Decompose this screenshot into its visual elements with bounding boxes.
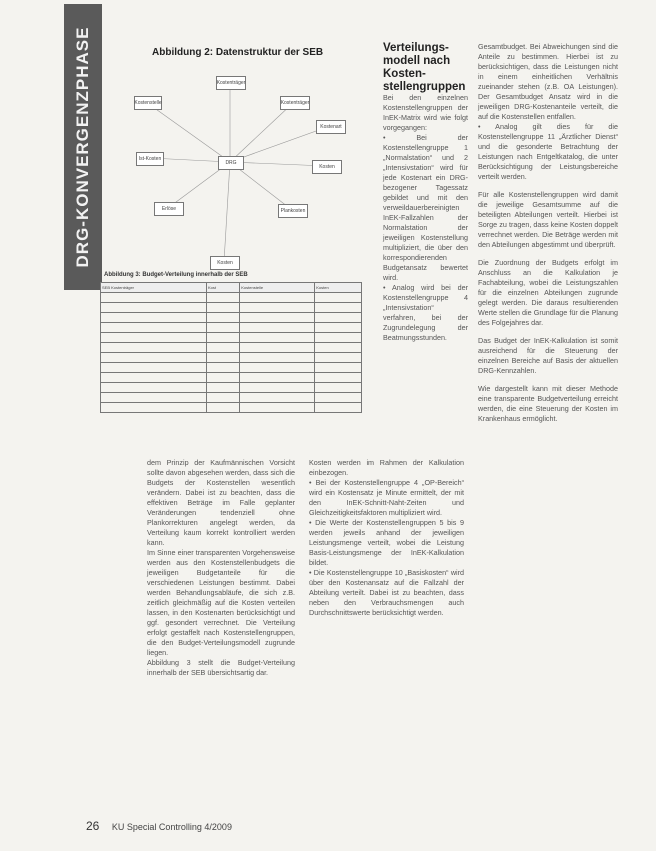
- diagram-node: Kosten: [210, 256, 240, 270]
- figure-3-title: Abbildung 3: Budget-Verteilung innerhalb der SEB: [104, 272, 248, 278]
- paragraph: • Die Kostenstellengruppe 10 „Basiskosten“ wird über den Kostenansatz auf die Fallzahl der Abteilung verteilt. Dabei ist zu beachten, dass neben den Verbrauchsmengen auch Durchschnittswerte berücksichtigt werden.: [309, 568, 464, 617]
- paragraph: Das Budget der InEK-Kalkulation ist somit ausreichend für die Steuerung der einzelnen Bereiche auf Basis der aktuellen DRG-Kennzahlen.: [478, 336, 618, 375]
- paragraph: Die Zuordnung der Budgets erfolgt im Anschluss an die Kalkulation je Fachabteilung, wobei die Leistungszahlen für die einzelnen Abteilungen zugrunde gelegt werden. Die daraus resultierenden Werte stellen die Grundlage für die Planung des Folgejahres dar.: [478, 258, 618, 327]
- diagram-node: Kostenträger: [216, 76, 246, 90]
- table-row: [101, 373, 362, 383]
- column-middle-top: [383, 93, 468, 343]
- table-cell: [101, 393, 207, 403]
- table-cell: [240, 313, 315, 323]
- table-cell: [240, 403, 315, 413]
- section-sidebar-label: DRG-KONVERGENZPHASE: [73, 26, 92, 268]
- table-row: [101, 353, 362, 363]
- table-cell: [206, 313, 239, 323]
- table-cell: [101, 333, 207, 343]
- table-cell: [315, 333, 362, 343]
- page-footer: [86, 819, 232, 833]
- table-cell: [101, 343, 207, 353]
- paragraph: Für alle Kostenstellengruppen wird damit die jeweilige Gesamtsumme auf die beteiligten Abteilungen verteilt. Hierbei ist Sorge zu tragen, dass keine Kosten doppelt verrechnet werden. Die Beträge werden mit den Abteilungen abgestimmt und überprüft.: [478, 190, 618, 249]
- table-cell: [206, 323, 239, 333]
- table-cell: [315, 293, 362, 303]
- table-row: [101, 303, 362, 313]
- paragraph: • Bei der Kostenstellengruppe 4 „OP-Bereich“ wird ein Kostensatz je Minute ermittelt, der mit den InEK-Schnitt-Naht-Zeiten und Gleichzeitigkeitsfaktoren multipliziert wird.: [309, 478, 464, 517]
- diagram-node: Ist-Kosten: [136, 152, 164, 166]
- paragraph: dem Prinzip der Kaufmännischen Vorsicht sollte davon abgesehen werden, dass sich die Budgets der Kostenstellen wesentlich verändern. Dabei ist zu beachten, dass die effektiven Beträge im Falle geplanter Veränderungen tendenziell ohne Plankorrekturen angelegt werden, da Verteilung kaum korrekt kontrolliert werden kann.: [147, 458, 295, 547]
- page-number: 26: [86, 819, 100, 833]
- diagram-node: DRG: [218, 156, 244, 170]
- table-cell: [315, 373, 362, 383]
- table-cell: [206, 403, 239, 413]
- table-cell: [315, 323, 362, 333]
- table-row: [101, 343, 362, 353]
- table-row: [101, 393, 362, 403]
- paragraph: • Analog wird bei der Kostenstellengruppe 4 „Intensivstation“ verfahren, bei der Zugrundelegung der Beatmungsstunden.: [383, 283, 468, 342]
- table-cell: [206, 383, 239, 393]
- table-cell: [240, 353, 315, 363]
- table-cell: [206, 293, 239, 303]
- table-cell: [315, 393, 362, 403]
- table-cell: [101, 313, 207, 323]
- table-cell: [315, 383, 362, 393]
- table-cell: [315, 343, 362, 353]
- table-cell: [206, 333, 239, 343]
- paragraph: Wie dargestellt kann mit dieser Methode eine transparente Budgetverteilung erreicht werden, die eine Steuerung der Kosten im Krankenhaus ermöglicht.: [478, 384, 618, 423]
- diagram-node: Kostenstelle: [134, 96, 162, 110]
- table-row: [101, 403, 362, 413]
- table-cell: [315, 313, 362, 323]
- diagram-node: Kosten: [312, 160, 342, 174]
- table-cell: [101, 323, 207, 333]
- table-cell: [240, 393, 315, 403]
- table-cell: [206, 343, 239, 353]
- table-header-cell: Kost: [206, 283, 239, 293]
- table-cell: [206, 353, 239, 363]
- table-header-cell: Kostenstelle: [240, 283, 315, 293]
- diagram-node: Erlöse: [154, 202, 184, 216]
- diagram-node: Kostenträger: [280, 96, 310, 110]
- table-cell: [206, 393, 239, 403]
- table-cell: [240, 323, 315, 333]
- table-cell: [315, 353, 362, 363]
- table-cell: [240, 303, 315, 313]
- table-row: [101, 383, 362, 393]
- journal-title: KU Special Controlling 4/2009: [111, 822, 232, 832]
- figure-2-title: Abbildung 2: Datenstruktur der SEB: [152, 47, 324, 58]
- table-cell: [240, 363, 315, 373]
- table-row: [101, 363, 362, 373]
- table-cell: [315, 303, 362, 313]
- diagram-node: Kostenart: [316, 120, 346, 134]
- table-cell: [206, 363, 239, 373]
- table-cell: [101, 383, 207, 393]
- table-cell: [240, 383, 315, 393]
- paragraph: Abbildung 3 stellt die Budget-Verteilung innerhalb der SEB übersichtsartig dar.: [147, 658, 295, 677]
- table-header-row: [101, 283, 362, 293]
- table-header-cell: Kosten: [315, 283, 362, 293]
- table-cell: [101, 363, 207, 373]
- table-cell: [206, 303, 239, 313]
- table-cell: [206, 373, 239, 383]
- table-cell: [240, 343, 315, 353]
- paragraph: Im Sinne einer transparenten Vorgehensweise werden aus den Kostenstellenbudgets die jeweiligen Budgetanteile für die verschiedenen Leistungen bestimmt. Dabei werden Behandlungsabläufe, die sich z.B. zeitlich gleichmäßig auf die Kosten verteilen lassen, in den Kostenarten berücksichtigt und ggf. gesondert verrechnet. Die Verteilung erfolgt gestaffelt nach Kostenstellengruppen, die den Budget-Verteilungsmodell zugrunde liegen.: [147, 548, 295, 657]
- table-cell: [101, 403, 207, 413]
- table-cell: [240, 373, 315, 383]
- column-right: [478, 42, 618, 424]
- column-middle-bottom: [309, 458, 464, 618]
- diagram-node: Plankosten: [278, 204, 308, 218]
- column-left-bottom: [147, 458, 295, 678]
- table-row: [101, 293, 362, 303]
- table-cell: [101, 293, 207, 303]
- paragraph: Kosten werden im Rahmen der Kalkulation einbezogen.: [309, 458, 464, 477]
- section-heading: Verteilungs-modell nach Kosten-stellengruppen: [383, 42, 466, 93]
- table-row: [101, 313, 362, 323]
- table-cell: [101, 353, 207, 363]
- table-cell: [101, 373, 207, 383]
- paragraph: • Bei der Kostenstellengruppe 1 „Normalstation“ und 2 „Intensivstation“ wird für jede Kostenart ein DRG-bezogener Tagessatz gebildet und mit den verweildauerbereinigten InEK-Fallzahlen der Normalstation der jeweiligen Kostenstellung multipliziert, die über den korrespondierenden Budgetansatz bewertet wird.: [383, 133, 468, 282]
- paragraph: • Analog gilt dies für die Kostenstellengruppe 11 „Ärztlicher Dienst“ und die gesonderte Betrachtung der Leistungen nach Entgeltkatalog, die unter Berücksichtigung der Leistungsbereiche verteilt werden.: [478, 122, 618, 181]
- figure-2-diagram: [104, 56, 356, 268]
- table-header-cell: SEB Kostenträger: [101, 283, 207, 293]
- table-cell: [240, 293, 315, 303]
- table-cell: [240, 333, 315, 343]
- table-cell: [101, 303, 207, 313]
- table-cell: [315, 363, 362, 373]
- budget-distribution-table: [100, 282, 362, 413]
- table-body: [101, 293, 362, 413]
- section-sidebar-band: [64, 4, 102, 290]
- paragraph: • Die Werte der Kostenstellengruppen 5 bis 9 werden jeweils anhand der jeweiligen Leistungsmenge verteilt, wobei die Leistung Basis-Leistungsmenge der InEK-Kalkulation bildet.: [309, 518, 464, 567]
- table-row: [101, 323, 362, 333]
- paragraph: Gesamtbudget. Bei Abweichungen sind die Anteile zu bestimmen. Hierbei ist zu berücksichtigen, dass die Leistungen nicht in einem einheitlichen Verhältnis zueinander stehen (z.B. OA Leistungen). Der Gesamtbudget Ansatz wird in die jeweiligen DRG-Kostenanteile verteilt, die auf die Kostenstellen entfallen.: [478, 42, 618, 121]
- paragraph: Bei den einzelnen Kostenstellengruppen der InEK-Matrix wird wie folgt vorgegangen:: [383, 93, 468, 132]
- table-cell: [315, 403, 362, 413]
- table-row: [101, 333, 362, 343]
